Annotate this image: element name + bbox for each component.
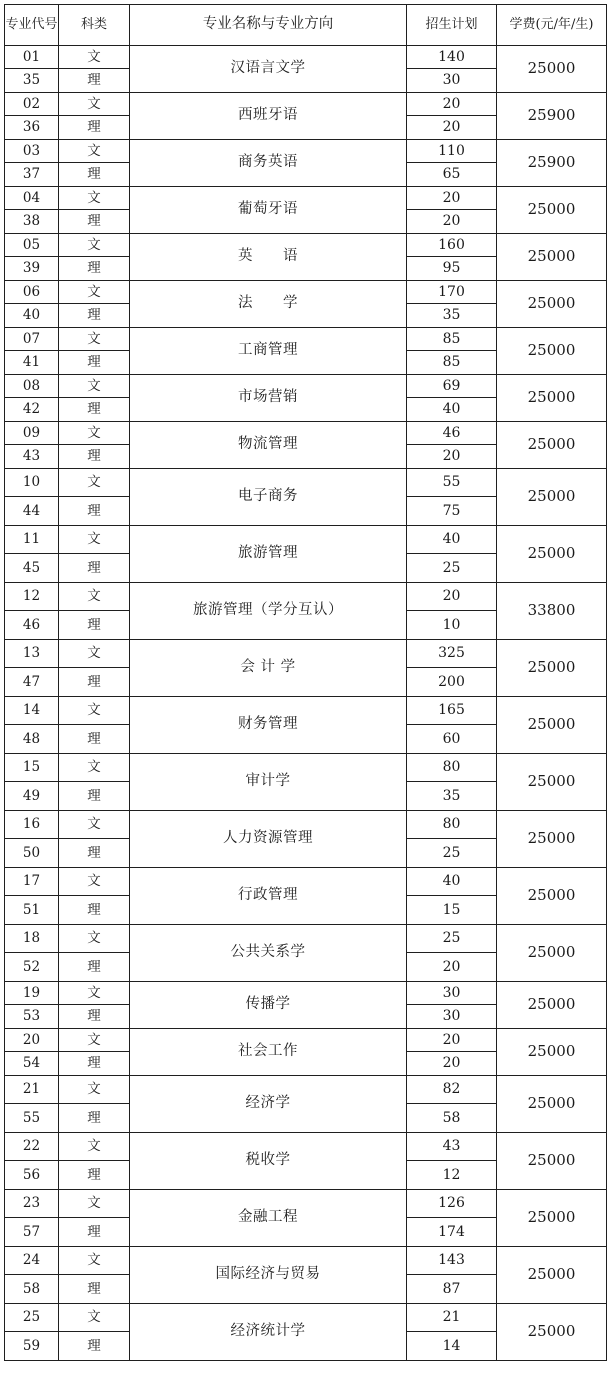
major-code-science: 59 bbox=[5, 1332, 59, 1361]
major-name: 公共关系学 bbox=[130, 925, 407, 982]
plan-arts: 170 bbox=[407, 281, 497, 304]
plan-science: 95 bbox=[407, 257, 497, 281]
category-science: 理 bbox=[59, 896, 130, 925]
table-row bbox=[5, 46, 607, 69]
tuition-fee: 25000 bbox=[497, 1190, 607, 1247]
major-name: 法 学 bbox=[130, 281, 407, 328]
plan-arts: 55 bbox=[407, 469, 497, 497]
table-row bbox=[5, 375, 607, 398]
major-code-science: 44 bbox=[5, 497, 59, 526]
category-arts: 文 bbox=[59, 93, 130, 116]
major-name: 电子商务 bbox=[130, 469, 407, 526]
major-code-science: 48 bbox=[5, 725, 59, 754]
major-code-arts: 03 bbox=[5, 140, 59, 163]
major-code-arts: 06 bbox=[5, 281, 59, 304]
table-row bbox=[5, 281, 607, 304]
category-science: 理 bbox=[59, 668, 130, 697]
plan-science: 12 bbox=[407, 1161, 497, 1190]
category-arts: 文 bbox=[59, 1247, 130, 1275]
category-arts: 文 bbox=[59, 187, 130, 210]
major-code-science: 39 bbox=[5, 257, 59, 281]
major-name: 传播学 bbox=[130, 982, 407, 1029]
category-science: 理 bbox=[59, 1275, 130, 1304]
category-science: 理 bbox=[59, 210, 130, 234]
tuition-fee: 25000 bbox=[497, 982, 607, 1029]
header-category: 科类 bbox=[59, 5, 130, 46]
major-code-arts: 17 bbox=[5, 868, 59, 896]
major-code-science: 36 bbox=[5, 116, 59, 140]
category-science: 理 bbox=[59, 116, 130, 140]
tuition-fee: 25000 bbox=[497, 697, 607, 754]
major-name: 财务管理 bbox=[130, 697, 407, 754]
plan-science: 60 bbox=[407, 725, 497, 754]
plan-arts: 20 bbox=[407, 93, 497, 116]
table-row bbox=[5, 925, 607, 953]
major-code-science: 45 bbox=[5, 554, 59, 583]
major-code-science: 41 bbox=[5, 351, 59, 375]
table-row bbox=[5, 328, 607, 351]
category-science: 理 bbox=[59, 953, 130, 982]
tuition-fee: 25000 bbox=[497, 1029, 607, 1076]
tuition-fee: 25000 bbox=[497, 1076, 607, 1133]
plan-arts: 165 bbox=[407, 697, 497, 725]
plan-arts: 143 bbox=[407, 1247, 497, 1275]
category-science: 理 bbox=[59, 782, 130, 811]
major-code-science: 56 bbox=[5, 1161, 59, 1190]
major-code-science: 38 bbox=[5, 210, 59, 234]
table-row bbox=[5, 982, 607, 1005]
category-arts: 文 bbox=[59, 1304, 130, 1332]
table-row bbox=[5, 583, 607, 611]
table-row bbox=[5, 187, 607, 210]
plan-arts: 20 bbox=[407, 1029, 497, 1052]
major-name: 英 语 bbox=[130, 234, 407, 281]
major-name: 人力资源管理 bbox=[130, 811, 407, 868]
table-row bbox=[5, 469, 607, 497]
plan-science: 40 bbox=[407, 398, 497, 422]
tuition-fee: 25000 bbox=[497, 868, 607, 925]
table-row bbox=[5, 1304, 607, 1332]
major-code-arts: 22 bbox=[5, 1133, 59, 1161]
category-arts: 文 bbox=[59, 140, 130, 163]
plan-science: 14 bbox=[407, 1332, 497, 1361]
major-code-arts: 10 bbox=[5, 469, 59, 497]
table-row bbox=[5, 868, 607, 896]
tuition-fee: 25000 bbox=[497, 375, 607, 422]
header-fee: 学费(元/年/生) bbox=[497, 5, 607, 46]
category-science: 理 bbox=[59, 163, 130, 187]
category-arts: 文 bbox=[59, 697, 130, 725]
table-row bbox=[5, 234, 607, 257]
plan-science: 35 bbox=[407, 782, 497, 811]
category-arts: 文 bbox=[59, 1190, 130, 1218]
category-arts: 文 bbox=[59, 811, 130, 839]
table-row bbox=[5, 697, 607, 725]
table-row bbox=[5, 93, 607, 116]
table-row bbox=[5, 1076, 607, 1104]
major-code-arts: 08 bbox=[5, 375, 59, 398]
plan-arts: 82 bbox=[407, 1076, 497, 1104]
table-row bbox=[5, 526, 607, 554]
plan-science: 35 bbox=[407, 304, 497, 328]
plan-science: 20 bbox=[407, 953, 497, 982]
table-row bbox=[5, 1029, 607, 1052]
major-code-arts: 24 bbox=[5, 1247, 59, 1275]
category-arts: 文 bbox=[59, 1133, 130, 1161]
major-code-science: 50 bbox=[5, 839, 59, 868]
table-row bbox=[5, 811, 607, 839]
tuition-fee: 25000 bbox=[497, 640, 607, 697]
table-body bbox=[5, 46, 607, 1361]
plan-science: 65 bbox=[407, 163, 497, 187]
plan-science: 25 bbox=[407, 554, 497, 583]
category-arts: 文 bbox=[59, 469, 130, 497]
category-science: 理 bbox=[59, 839, 130, 868]
major-code-science: 40 bbox=[5, 304, 59, 328]
tuition-fee: 25000 bbox=[497, 1247, 607, 1304]
major-name: 西班牙语 bbox=[130, 93, 407, 140]
table-row bbox=[5, 422, 607, 445]
header-name: 专业名称与专业方向 bbox=[130, 5, 407, 46]
table-row bbox=[5, 754, 607, 782]
table-row bbox=[5, 1247, 607, 1275]
table-header bbox=[5, 5, 607, 46]
category-arts: 文 bbox=[59, 982, 130, 1005]
major-code-science: 57 bbox=[5, 1218, 59, 1247]
major-code-arts: 19 bbox=[5, 982, 59, 1005]
major-name: 汉语言文学 bbox=[130, 46, 407, 93]
major-name: 行政管理 bbox=[130, 868, 407, 925]
major-code-science: 49 bbox=[5, 782, 59, 811]
category-science: 理 bbox=[59, 1161, 130, 1190]
plan-arts: 20 bbox=[407, 583, 497, 611]
major-code-arts: 14 bbox=[5, 697, 59, 725]
category-science: 理 bbox=[59, 1104, 130, 1133]
category-arts: 文 bbox=[59, 640, 130, 668]
category-arts: 文 bbox=[59, 526, 130, 554]
category-arts: 文 bbox=[59, 1029, 130, 1052]
plan-science: 30 bbox=[407, 69, 497, 93]
header-code: 专业代号 bbox=[5, 5, 59, 46]
major-code-arts: 20 bbox=[5, 1029, 59, 1052]
tuition-fee: 25000 bbox=[497, 469, 607, 526]
category-science: 理 bbox=[59, 1332, 130, 1361]
plan-science: 85 bbox=[407, 351, 497, 375]
plan-arts: 40 bbox=[407, 868, 497, 896]
table-row bbox=[5, 1190, 607, 1218]
major-code-science: 58 bbox=[5, 1275, 59, 1304]
plan-arts: 30 bbox=[407, 982, 497, 1005]
major-name: 税收学 bbox=[130, 1133, 407, 1190]
plan-science: 75 bbox=[407, 497, 497, 526]
plan-science: 20 bbox=[407, 445, 497, 469]
plan-arts: 160 bbox=[407, 234, 497, 257]
table-row bbox=[5, 140, 607, 163]
enrollment-table bbox=[4, 4, 607, 1361]
tuition-fee: 25000 bbox=[497, 422, 607, 469]
major-name: 物流管理 bbox=[130, 422, 407, 469]
major-name: 经济学 bbox=[130, 1076, 407, 1133]
major-code-arts: 01 bbox=[5, 46, 59, 69]
category-arts: 文 bbox=[59, 868, 130, 896]
plan-arts: 80 bbox=[407, 754, 497, 782]
major-code-arts: 23 bbox=[5, 1190, 59, 1218]
plan-arts: 85 bbox=[407, 328, 497, 351]
category-arts: 文 bbox=[59, 46, 130, 69]
major-code-science: 52 bbox=[5, 953, 59, 982]
table-row bbox=[5, 1133, 607, 1161]
category-science: 理 bbox=[59, 69, 130, 93]
major-code-science: 43 bbox=[5, 445, 59, 469]
major-code-arts: 11 bbox=[5, 526, 59, 554]
tuition-fee: 25900 bbox=[497, 140, 607, 187]
plan-arts: 40 bbox=[407, 526, 497, 554]
tuition-fee: 25000 bbox=[497, 526, 607, 583]
major-code-arts: 02 bbox=[5, 93, 59, 116]
tuition-fee: 25000 bbox=[497, 1304, 607, 1361]
category-science: 理 bbox=[59, 351, 130, 375]
major-code-science: 42 bbox=[5, 398, 59, 422]
tuition-fee: 33800 bbox=[497, 583, 607, 640]
major-code-arts: 15 bbox=[5, 754, 59, 782]
plan-arts: 110 bbox=[407, 140, 497, 163]
major-name: 旅游管理 bbox=[130, 526, 407, 583]
major-name: 旅游管理（学分互认） bbox=[130, 583, 407, 640]
category-science: 理 bbox=[59, 304, 130, 328]
tuition-fee: 25000 bbox=[497, 328, 607, 375]
plan-arts: 46 bbox=[407, 422, 497, 445]
major-name: 经济统计学 bbox=[130, 1304, 407, 1361]
category-arts: 文 bbox=[59, 375, 130, 398]
category-arts: 文 bbox=[59, 328, 130, 351]
plan-arts: 43 bbox=[407, 1133, 497, 1161]
major-code-arts: 13 bbox=[5, 640, 59, 668]
major-code-science: 35 bbox=[5, 69, 59, 93]
plan-science: 87 bbox=[407, 1275, 497, 1304]
tuition-fee: 25000 bbox=[497, 811, 607, 868]
header-plan: 招生计划 bbox=[407, 5, 497, 46]
tuition-fee: 25000 bbox=[497, 281, 607, 328]
category-arts: 文 bbox=[59, 234, 130, 257]
major-code-science: 54 bbox=[5, 1052, 59, 1076]
tuition-fee: 25900 bbox=[497, 93, 607, 140]
plan-arts: 325 bbox=[407, 640, 497, 668]
major-name: 工商管理 bbox=[130, 328, 407, 375]
major-code-arts: 07 bbox=[5, 328, 59, 351]
major-code-arts: 05 bbox=[5, 234, 59, 257]
category-science: 理 bbox=[59, 1218, 130, 1247]
major-code-science: 37 bbox=[5, 163, 59, 187]
plan-science: 174 bbox=[407, 1218, 497, 1247]
major-name: 葡萄牙语 bbox=[130, 187, 407, 234]
plan-science: 20 bbox=[407, 210, 497, 234]
major-code-science: 55 bbox=[5, 1104, 59, 1133]
tuition-fee: 25000 bbox=[497, 925, 607, 982]
major-name: 金融工程 bbox=[130, 1190, 407, 1247]
category-science: 理 bbox=[59, 1005, 130, 1029]
category-arts: 文 bbox=[59, 925, 130, 953]
major-name: 审计学 bbox=[130, 754, 407, 811]
major-name: 社会工作 bbox=[130, 1029, 407, 1076]
plan-science: 58 bbox=[407, 1104, 497, 1133]
plan-science: 25 bbox=[407, 839, 497, 868]
category-science: 理 bbox=[59, 398, 130, 422]
plan-science: 10 bbox=[407, 611, 497, 640]
plan-science: 200 bbox=[407, 668, 497, 697]
major-name: 国际经济与贸易 bbox=[130, 1247, 407, 1304]
plan-arts: 140 bbox=[407, 46, 497, 69]
category-science: 理 bbox=[59, 1052, 130, 1076]
major-name: 会 计 学 bbox=[130, 640, 407, 697]
plan-science: 20 bbox=[407, 116, 497, 140]
plan-science: 30 bbox=[407, 1005, 497, 1029]
category-science: 理 bbox=[59, 257, 130, 281]
major-code-arts: 21 bbox=[5, 1076, 59, 1104]
category-arts: 文 bbox=[59, 422, 130, 445]
plan-science: 20 bbox=[407, 1052, 497, 1076]
category-science: 理 bbox=[59, 497, 130, 526]
tuition-fee: 25000 bbox=[497, 754, 607, 811]
plan-arts: 80 bbox=[407, 811, 497, 839]
category-arts: 文 bbox=[59, 583, 130, 611]
category-science: 理 bbox=[59, 445, 130, 469]
plan-arts: 69 bbox=[407, 375, 497, 398]
major-code-science: 53 bbox=[5, 1005, 59, 1029]
plan-arts: 25 bbox=[407, 925, 497, 953]
major-code-arts: 04 bbox=[5, 187, 59, 210]
category-arts: 文 bbox=[59, 1076, 130, 1104]
category-science: 理 bbox=[59, 611, 130, 640]
tuition-fee: 25000 bbox=[497, 187, 607, 234]
major-code-arts: 16 bbox=[5, 811, 59, 839]
plan-science: 15 bbox=[407, 896, 497, 925]
category-arts: 文 bbox=[59, 754, 130, 782]
category-arts: 文 bbox=[59, 281, 130, 304]
major-name: 商务英语 bbox=[130, 140, 407, 187]
major-name: 市场营销 bbox=[130, 375, 407, 422]
tuition-fee: 25000 bbox=[497, 46, 607, 93]
category-science: 理 bbox=[59, 554, 130, 583]
plan-arts: 20 bbox=[407, 187, 497, 210]
table-row bbox=[5, 640, 607, 668]
category-science: 理 bbox=[59, 725, 130, 754]
major-code-science: 51 bbox=[5, 896, 59, 925]
major-code-arts: 12 bbox=[5, 583, 59, 611]
tuition-fee: 25000 bbox=[497, 1133, 607, 1190]
major-code-arts: 09 bbox=[5, 422, 59, 445]
major-code-science: 46 bbox=[5, 611, 59, 640]
plan-arts: 21 bbox=[407, 1304, 497, 1332]
major-code-arts: 18 bbox=[5, 925, 59, 953]
tuition-fee: 25000 bbox=[497, 234, 607, 281]
major-code-arts: 25 bbox=[5, 1304, 59, 1332]
major-code-science: 47 bbox=[5, 668, 59, 697]
plan-arts: 126 bbox=[407, 1190, 497, 1218]
